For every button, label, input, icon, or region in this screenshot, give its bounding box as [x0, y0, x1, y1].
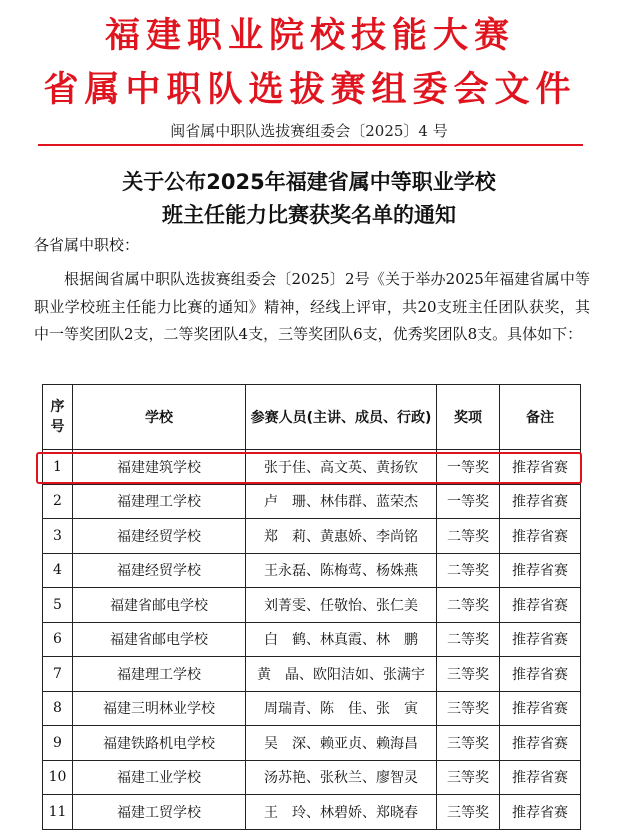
notice-title-line1: 关于公布2025年福建省属中等职业学校 [122, 170, 496, 194]
cell-note: 推荐省赛 [500, 726, 581, 761]
cell-note: 推荐省赛 [500, 657, 581, 692]
header-seq [43, 385, 73, 450]
cell-members: 汤苏艳、张秋兰、廖智灵 [246, 760, 437, 795]
cell-note: 推荐省赛 [500, 553, 581, 588]
cell-seq: 3 [43, 519, 73, 554]
cell-seq: 1 [43, 450, 73, 485]
cell-members: 张于佳、高文英、黄扬钦 [246, 450, 437, 485]
header-title-line1: 福建职业院校技能大赛 [104, 16, 515, 56]
cell-note: 推荐省赛 [500, 691, 581, 726]
cell-members: 黄 晶、欧阳洁如、张满宇 [246, 657, 437, 692]
cell-seq: 4 [43, 553, 73, 588]
cell-members: 刘菁雯、任敬怡、张仁美 [246, 588, 437, 623]
cell-note: 推荐省赛 [500, 450, 581, 485]
cell-school: 福建理工学校 [73, 484, 246, 519]
table-row [43, 760, 581, 795]
cell-note: 推荐省赛 [500, 622, 581, 657]
cell-note: 推荐省赛 [500, 795, 581, 830]
cell-members: 郑 莉、黄惠娇、李尚铭 [246, 519, 437, 554]
cell-members: 白 鹤、林真霞、林 鹏 [246, 622, 437, 657]
header-award: 奖项 [437, 385, 500, 450]
cell-members: 王 玲、林碧娇、郑晓春 [246, 795, 437, 830]
body-paragraph: 根据闽省属中职队选拔赛组委会〔2025〕2号《关于举办2025年福建省属中等职业学校班主任能力比赛的通知》精神，经线上评审，共20支班主任团队获奖，其中一等奖团队2支，二等奖团队4支，三等奖团队6支，优秀奖团队8支。具体如下： [34, 270, 590, 343]
cell-members: 卢 珊、林伟群、蓝荣杰 [246, 484, 437, 519]
cell-award: 一等奖 [437, 450, 500, 485]
table-row [43, 657, 581, 692]
cell-award: 一等奖 [437, 484, 500, 519]
cell-note: 推荐省赛 [500, 760, 581, 795]
header-note: 备注 [500, 385, 581, 450]
cell-members: 周瑞青、陈 佳、张 寅 [246, 691, 437, 726]
cell-school: 福建工贸学校 [73, 795, 246, 830]
cell-note: 推荐省赛 [500, 588, 581, 623]
cell-note: 推荐省赛 [500, 519, 581, 554]
cell-award: 三等奖 [437, 760, 500, 795]
cell-award: 二等奖 [437, 588, 500, 623]
table-row [43, 622, 581, 657]
cell-members: 王永磊、陈梅莺、杨姝燕 [246, 553, 437, 588]
cell-seq: 11 [43, 795, 73, 830]
header-seq-label: 序号 [50, 399, 65, 435]
table-row [43, 484, 581, 519]
cell-seq: 9 [43, 726, 73, 761]
cell-school: 福建经贸学校 [73, 519, 246, 554]
table-row [43, 726, 581, 761]
cell-seq: 8 [43, 691, 73, 726]
cell-award: 三等奖 [437, 795, 500, 830]
table-header-row [43, 385, 581, 450]
cell-award: 三等奖 [437, 691, 500, 726]
header-divider [38, 144, 583, 146]
cell-note: 推荐省赛 [500, 484, 581, 519]
table-row [43, 588, 581, 623]
cell-award: 二等奖 [437, 622, 500, 657]
header-school: 学校 [73, 385, 246, 450]
cell-school: 福建工业学校 [73, 760, 246, 795]
cell-school: 福建三明林业学校 [73, 691, 246, 726]
cell-award: 三等奖 [437, 657, 500, 692]
cell-award: 三等奖 [437, 726, 500, 761]
cell-school: 福建省邮电学校 [73, 622, 246, 657]
document-number: 闽省属中职队选拔赛组委会〔2025〕4 号 [170, 122, 448, 140]
salutation: 各省属中职校： [34, 236, 140, 254]
cell-school: 福建理工学校 [73, 657, 246, 692]
cell-members: 吴 深、赖亚贞、赖海昌 [246, 726, 437, 761]
header-title-line2: 省属中职队选拔赛组委会文件 [43, 70, 577, 110]
cell-seq: 7 [43, 657, 73, 692]
header-members: 参赛人员(主讲、成员、行政) [246, 385, 437, 450]
cell-seq: 10 [43, 760, 73, 795]
cell-school: 福建建筑学校 [73, 450, 246, 485]
notice-title-line2: 班主任能力比赛获奖名单的通知 [162, 203, 456, 227]
cell-award: 二等奖 [437, 519, 500, 554]
table-row [43, 519, 581, 554]
award-table [42, 384, 581, 830]
table-row [43, 795, 581, 830]
cell-seq: 2 [43, 484, 73, 519]
table-row [43, 553, 581, 588]
cell-school: 福建铁路机电学校 [73, 726, 246, 761]
cell-seq: 6 [43, 622, 73, 657]
table-row [43, 691, 581, 726]
cell-school: 福建省邮电学校 [73, 588, 246, 623]
cell-school: 福建经贸学校 [73, 553, 246, 588]
table-row [43, 450, 581, 485]
cell-seq: 5 [43, 588, 73, 623]
cell-award: 二等奖 [437, 553, 500, 588]
